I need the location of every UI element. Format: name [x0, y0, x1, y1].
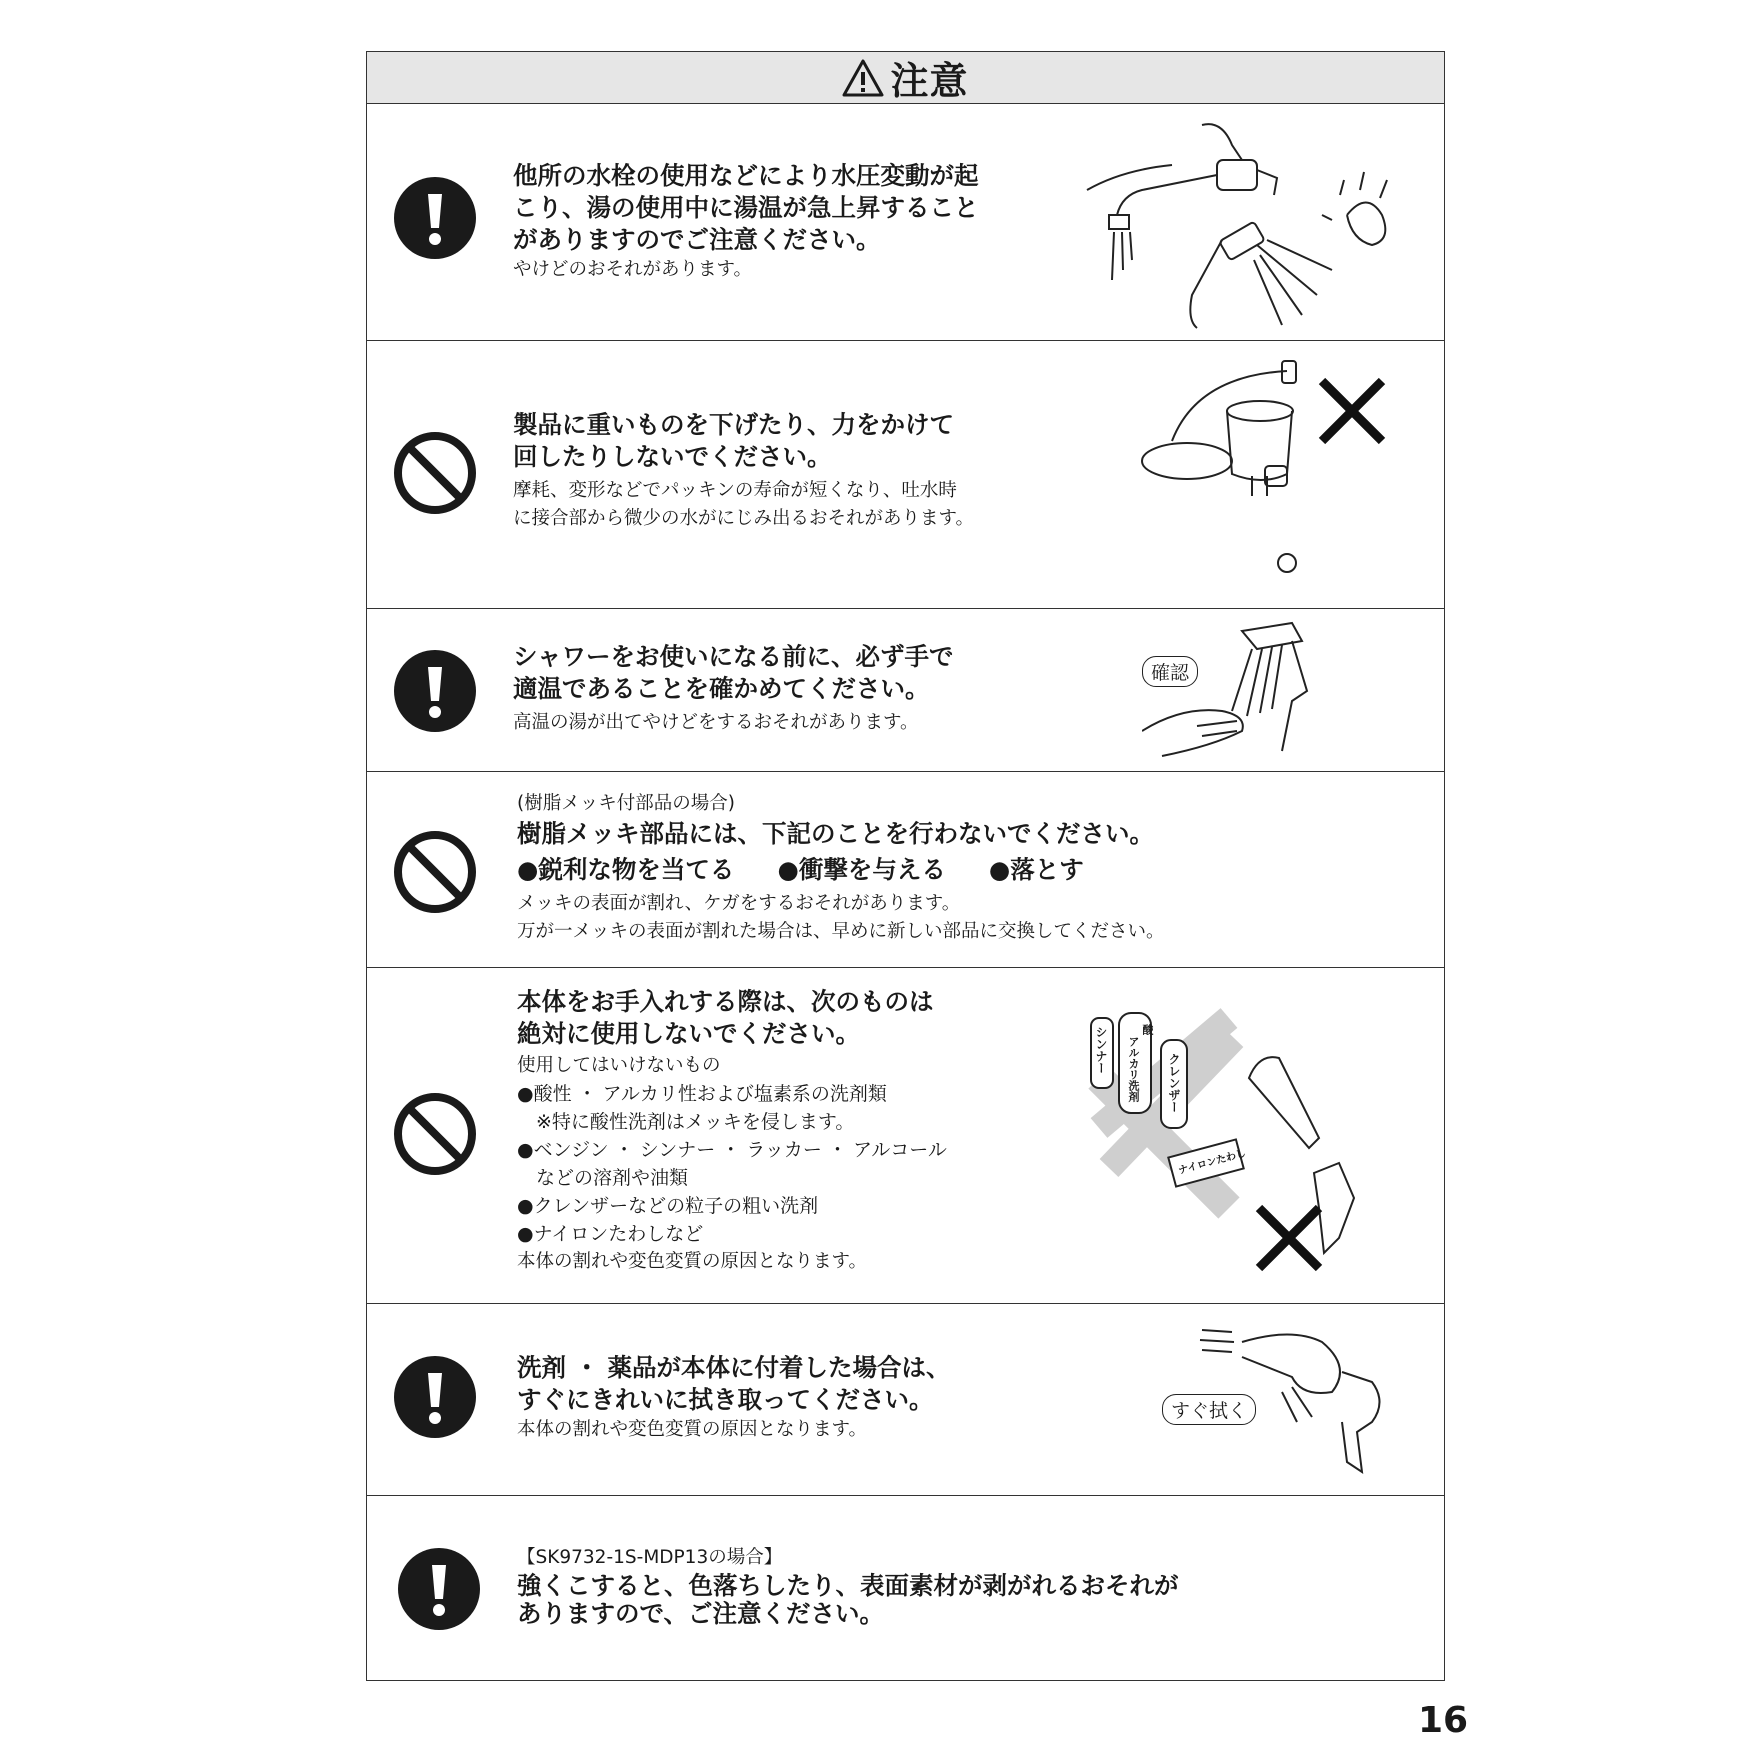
- check-temperature-illustration: [1142, 621, 1352, 761]
- mandatory-icon: [393, 176, 477, 260]
- caution-row-1: [367, 104, 1444, 341]
- caution-row-3: [367, 609, 1444, 772]
- row-note: 本体の割れや変色変質の原因となります。: [517, 1419, 868, 1440]
- row-note: 本体の割れや変色変質の原因となります。: [517, 1251, 868, 1272]
- faucet-shower-illustration: [1082, 120, 1402, 330]
- row-subheading: (樹脂メッキ付部品の場合): [517, 793, 735, 814]
- row-1-text: [513, 160, 979, 284]
- prohibited-icon: [393, 1092, 477, 1176]
- list-title: 使用してはいけないもの: [517, 1055, 721, 1076]
- prohibited-icon: [393, 830, 477, 914]
- caution-frame: [366, 51, 1445, 1681]
- row-heading: 他所の水栓の使用などにより水圧変動が起 こり、湯の使用中に湯温が急上昇すること がありますのでご注意ください。: [513, 161, 979, 254]
- page-number: 16: [1418, 1700, 1469, 1741]
- row-note: 高温の湯が出てやけどをするおそれがあります。: [513, 712, 919, 733]
- bullet-list: [517, 850, 1165, 890]
- row-2-text: [513, 409, 974, 533]
- row-heading: 製品に重いものを下げたり、力をかけて 回したりしないでください。: [513, 410, 954, 471]
- list-item: ●クレンザーなどの粒子の粗い洗剤: [517, 1195, 819, 1217]
- thinner-label: シンナー: [1094, 1026, 1108, 1074]
- row-heading: 樹脂メッキ部品には、下記のことを行わないでください。: [517, 819, 1154, 848]
- mandatory-icon: [393, 649, 477, 733]
- bullet-item: ●落とす: [988, 855, 1084, 884]
- list-item: ●ナイロンたわしなど: [517, 1223, 704, 1245]
- row-5-text: [517, 986, 947, 1276]
- alkali-label: アルカリ洗剤: [1127, 1036, 1140, 1102]
- mandatory-icon: [393, 1355, 477, 1439]
- bucket-shower-illustration: [1137, 356, 1397, 586]
- caution-row-2: [367, 341, 1444, 609]
- caution-row-6: [367, 1304, 1444, 1496]
- bullet-item: ●鋭利な物を当てる: [517, 855, 735, 884]
- list-item: ※特に酸性洗剤はメッキを侵します。: [517, 1111, 855, 1133]
- row-subheading: 【SK9732-1S-MDP13の場合】: [517, 1547, 783, 1568]
- bullet-item: ●衝撃を与える: [777, 855, 946, 884]
- row-note: メッキの表面が割れ、ケガをするおそれがあります。 万が一メッキの表面が割れた場合は、早めに新しい部品に交換してください。: [517, 893, 1165, 942]
- row-note: やけどのおそれがあります。: [513, 259, 753, 280]
- prohibited-icon: [393, 431, 477, 515]
- row-4-text: [517, 790, 1165, 946]
- list-item: ●ベンジン ・ シンナー ・ ラッカー ・ アルコール などの溶剤や油類: [517, 1139, 947, 1189]
- row-heading: シャワーをお使いになる前に、必ず手で 適温であることを確かめてください。: [513, 642, 954, 703]
- mandatory-icon: [397, 1547, 481, 1631]
- check-label: 確認: [1142, 656, 1198, 687]
- row-3-text: [513, 641, 954, 737]
- row-heading: 強くこすると、色落ちしたり、表面素材が剥がれるおそれが ありますので、ご注意ください。: [517, 1571, 1179, 1628]
- nylon-label: ナイロンたわし: [1177, 1148, 1248, 1177]
- caution-row-5: [367, 968, 1444, 1304]
- warning-triangle-icon: [842, 59, 884, 97]
- caution-row-7: [367, 1496, 1444, 1682]
- row-7-text: [517, 1544, 1179, 1628]
- row-6-text: [517, 1352, 951, 1444]
- wipe-illustration: [1162, 1322, 1412, 1482]
- row-note: 摩耗、変形などでパッキンの寿命が短くなり、吐水時 に接合部から微少の水がにじみ出るおそれがあります。: [513, 480, 975, 529]
- caution-title: 注意: [890, 59, 969, 103]
- wipe-label: すぐ拭く: [1162, 1394, 1256, 1425]
- cleaning-agents-illustration: [1079, 998, 1409, 1293]
- caution-row-4: [367, 772, 1444, 968]
- cleanser-label: クレンザー: [1167, 1053, 1181, 1113]
- row-heading: 洗剤 ・ 薬品が本体に付着した場合は、 すぐにきれいに拭き取ってください。: [517, 1353, 951, 1414]
- acid-label: 酸: [1141, 1024, 1154, 1035]
- row-heading: 本体をお手入れする際は、次のものは 絶対に使用しないでください。: [517, 987, 934, 1048]
- list-item: ●酸性 ・ アルカリ性および塩素系の洗剤類: [517, 1083, 887, 1105]
- caution-header: [367, 52, 1444, 104]
